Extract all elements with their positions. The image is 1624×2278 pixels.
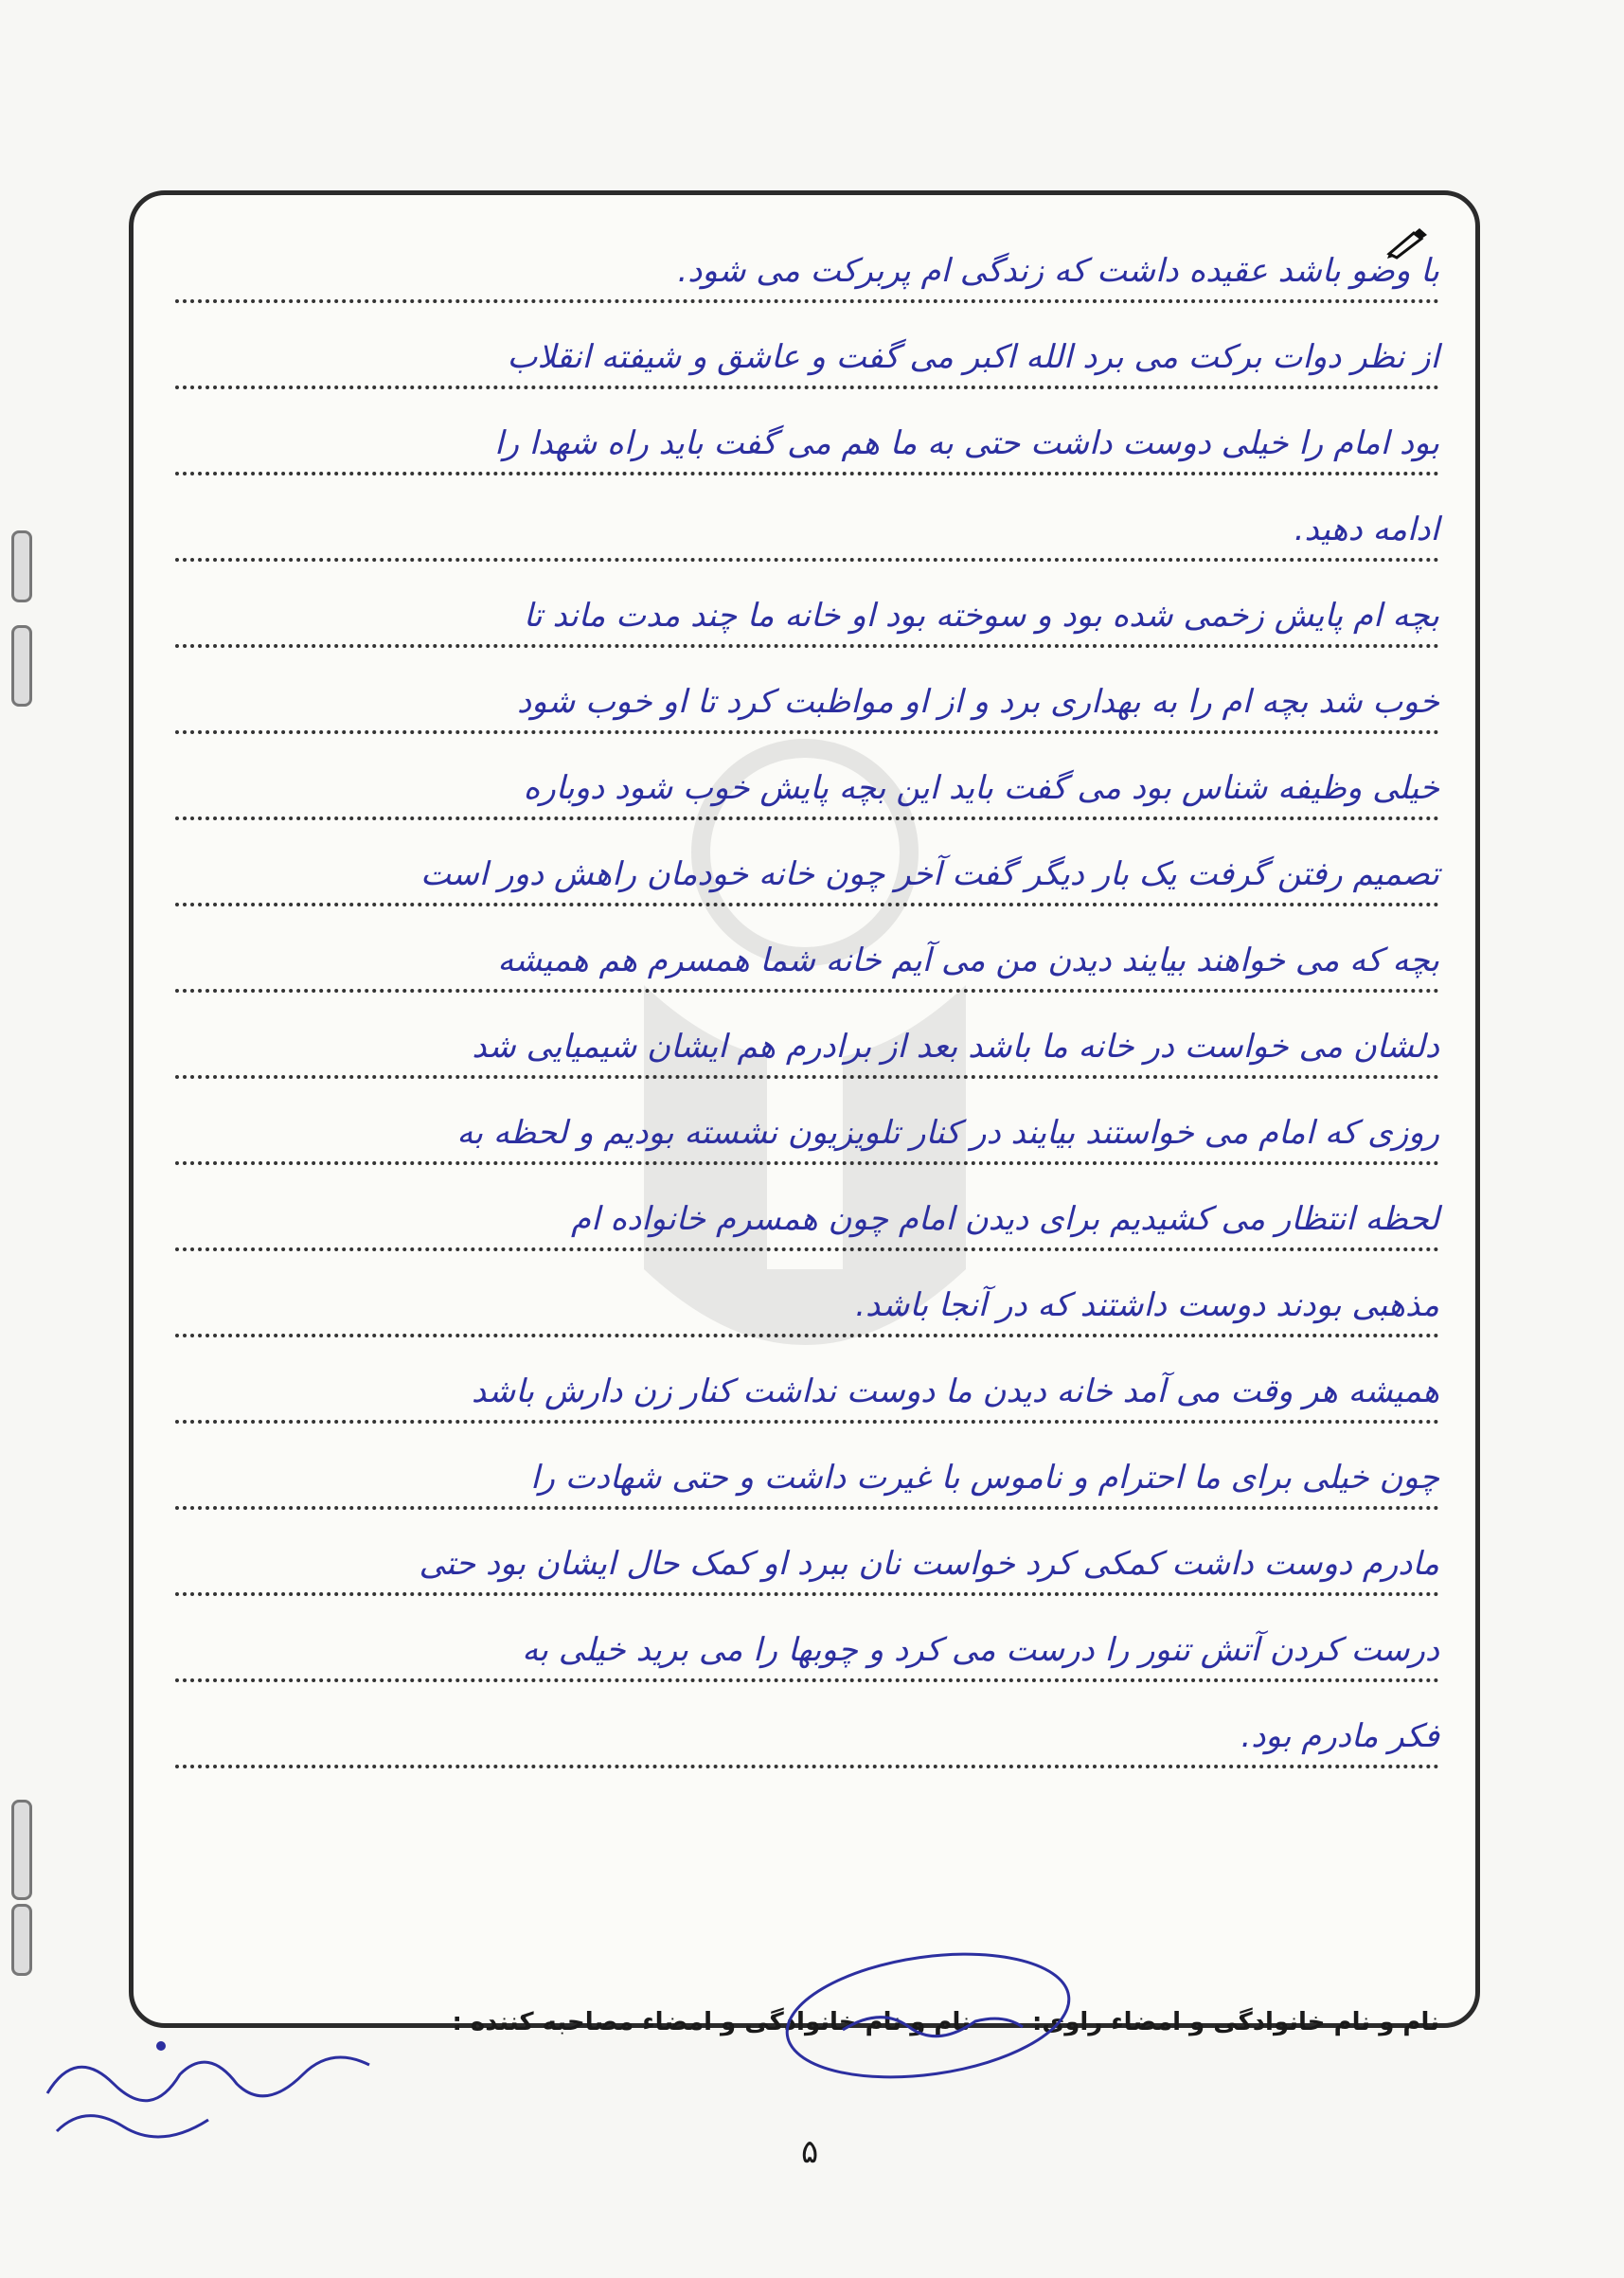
staple-mark <box>11 1904 32 1976</box>
interviewer-signature-label: نام و نام خانوادگی و امضاء مصاحبه کننده : <box>452 2008 971 2036</box>
line-text: روزی که امام می خواستند بیایند در کنار تلویزیون نشسته بودیم و لحظه به <box>456 1114 1439 1152</box>
text-line <box>175 1509 1439 1596</box>
text-line <box>175 733 1439 820</box>
text-line <box>175 1078 1439 1165</box>
line-text: درست کردن آتش تنور را درست می کرد و چوبها را می برید خیلی به <box>522 1631 1439 1669</box>
text-line <box>175 1164 1439 1251</box>
page-number: ۵ <box>801 2133 819 2171</box>
line-text: ادامه دهید. <box>1294 511 1439 548</box>
text-line <box>175 819 1439 906</box>
narrator-signature-label: نام و نام خانوادگی و امضاء راوی: <box>1032 2008 1439 2036</box>
text-line <box>175 388 1439 475</box>
line-text: لحظه انتظار می کشیدیم برای دیدن امام چون همسرم خانواده ام <box>571 1200 1439 1238</box>
line-text: همیشه هر وقت می آمد خانه دیدن ما دوست نداشت کنار زن دارش باشد <box>471 1372 1439 1410</box>
text-line <box>175 475 1439 562</box>
staple-mark <box>11 1800 32 1900</box>
line-text: بچه ام پایش زخمی شده بود و سوخته بود او خانه ما چند مدت ماند تا <box>523 597 1439 635</box>
line-text: با وضو باشد عقیده داشت که زندگی ام پربرکت می شود. <box>677 252 1439 290</box>
text-line <box>175 1336 1439 1424</box>
text-line <box>175 302 1439 389</box>
staple-mark <box>11 530 32 602</box>
line-text: دلشان می خواست در خانه ما باشد بعد از برادرم هم ایشان شیمیایی شد <box>472 1028 1439 1066</box>
line-text: بچه که می خواهند بیایند دیدن من می آیم خانه شما همسرم هم همیشه <box>497 942 1439 979</box>
text-line <box>175 1681 1439 1768</box>
text-line <box>175 647 1439 734</box>
text-line <box>175 906 1439 993</box>
line-text: بود امام را خیلی دوست داشت حتی به ما هم می گفت باید راه شهدا را <box>494 424 1439 462</box>
text-line <box>175 1423 1439 1510</box>
line-text: مذهبی بودند دوست داشتند که در آنجا باشد. <box>855 1286 1439 1324</box>
text-line <box>175 1250 1439 1337</box>
narrator-signature <box>19 2008 388 2150</box>
line-text: فکر مادرم بود. <box>1240 1717 1439 1755</box>
line-text: خیلی وظیفه شناس بود می گفت باید این بچه پایش خوب شود دوباره <box>523 769 1439 807</box>
line-text: از نظر دوات برکت می برد الله اکبر می گفت و عاشق و شیفته انقلاب <box>507 338 1439 376</box>
line-text: خوب شد بچه ام را به بهداری برد و از او مواظبت کرد تا او خوب شود <box>517 683 1439 721</box>
interviewer-signature <box>776 1940 1080 2091</box>
text-line <box>175 561 1439 648</box>
line-text: چون خیلی برای ما احترام و ناموس با غیرت داشت و حتی شهادت را <box>530 1459 1439 1497</box>
line-text: مادرم دوست داشت کمکی کرد خواست نان ببرد او کمک حال ایشان بود حتی <box>419 1545 1439 1583</box>
staple-mark <box>11 625 32 707</box>
text-line <box>175 216 1439 303</box>
line-text: تصمیم رفتن گرفت یک بار دیگر گفت آخر چون خانه خودمان راهش دور است <box>420 855 1439 893</box>
text-line <box>175 1595 1439 1682</box>
text-line <box>175 992 1439 1079</box>
